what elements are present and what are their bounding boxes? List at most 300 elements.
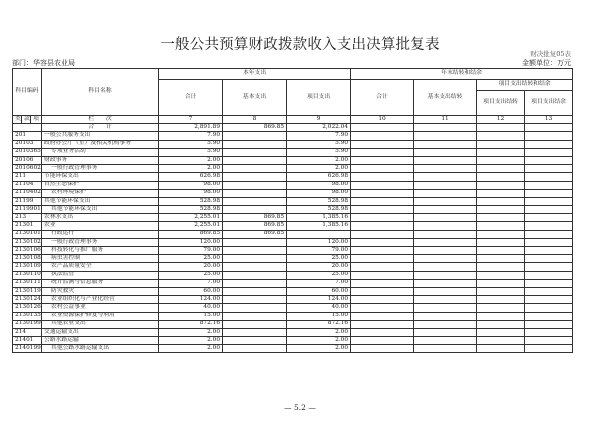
row-name: 农村公益事业 xyxy=(42,304,159,312)
row-end-total xyxy=(351,173,414,181)
row-total: 2.00 xyxy=(159,328,223,336)
row-project: 7.00 xyxy=(287,279,351,287)
row-total: 120.00 xyxy=(159,238,223,246)
row-project: 626.98 xyxy=(287,173,351,181)
row-code: 2130124 xyxy=(13,296,42,304)
table-row xyxy=(13,222,573,230)
row-total: 25.00 xyxy=(159,255,223,263)
total-project: 2,022.04 xyxy=(287,124,351,132)
row-project-carry xyxy=(477,230,525,238)
row-basic xyxy=(223,320,287,328)
row-project: 872.16 xyxy=(287,320,351,328)
row-end-basic xyxy=(414,189,477,197)
row-project-surplus xyxy=(525,197,573,205)
table-row xyxy=(13,165,573,173)
row-basic xyxy=(223,197,287,205)
row-total: 2.00 xyxy=(159,156,223,164)
total-project-surplus xyxy=(525,124,573,132)
row-code: 21104 xyxy=(13,181,42,189)
row-end-total xyxy=(351,197,414,205)
row-basic: 869.85 xyxy=(223,230,287,238)
row-end-basic xyxy=(414,263,477,271)
column-number: 8 xyxy=(223,116,287,124)
page-number: — 5.2 — xyxy=(284,403,316,412)
row-end-total xyxy=(351,287,414,295)
header-project-surplus: 项目支出结余 xyxy=(525,91,573,116)
table-row xyxy=(13,156,573,164)
table-row xyxy=(13,140,573,148)
row-end-total xyxy=(351,247,414,255)
row-basic xyxy=(223,173,287,181)
row-name: 防灾救灾 xyxy=(42,287,159,295)
header-row xyxy=(13,69,573,80)
row-end-total xyxy=(351,263,414,271)
row-basic xyxy=(223,132,287,140)
row-code: 2130102 xyxy=(13,238,42,246)
header-current-year: 本年支出 xyxy=(159,69,351,80)
row-end-basic xyxy=(414,222,477,230)
row-code: 201 xyxy=(13,132,42,140)
row-project-surplus xyxy=(525,312,573,320)
row-end-total xyxy=(351,312,414,320)
row-end-basic xyxy=(414,197,477,205)
row-project-surplus xyxy=(525,296,573,304)
table-row xyxy=(13,271,573,279)
row-project: 20.00 xyxy=(287,263,351,271)
table-row xyxy=(13,206,573,214)
row-project-surplus xyxy=(525,263,573,271)
row-total: 40.00 xyxy=(159,304,223,312)
header-subitem: 项 xyxy=(31,116,42,124)
row-project: 60.00 xyxy=(287,287,351,295)
row-project-surplus xyxy=(525,181,573,189)
column-number-row xyxy=(13,116,573,124)
row-end-total xyxy=(351,296,414,304)
table-row xyxy=(13,230,573,238)
row-project-carry xyxy=(477,296,525,304)
row-basic xyxy=(223,271,287,279)
row-end-total xyxy=(351,222,414,230)
row-name: 其他农业支出 xyxy=(42,320,159,328)
table-row xyxy=(13,312,573,320)
row-end-basic xyxy=(414,148,477,156)
header-total: 合计 xyxy=(159,80,223,116)
header-year-end: 年末结转和结余 xyxy=(351,69,573,80)
row-project-surplus xyxy=(525,173,573,181)
row-total: 528.98 xyxy=(159,206,223,214)
row-total: 5.90 xyxy=(159,148,223,156)
row-end-total xyxy=(351,140,414,148)
row-basic xyxy=(223,345,287,353)
row-end-basic xyxy=(414,165,477,173)
budget-table xyxy=(12,68,573,353)
row-name: 政府办公厅（室）及相关机构事务 xyxy=(42,140,159,148)
row-project-carry xyxy=(477,181,525,189)
row-total: 2.00 xyxy=(159,345,223,353)
row-end-basic xyxy=(414,279,477,287)
row-end-total xyxy=(351,132,414,140)
row-project-carry xyxy=(477,263,525,271)
row-project: 2.00 xyxy=(287,165,351,173)
header-code: 科目编码 xyxy=(13,69,42,116)
row-project: 7.90 xyxy=(287,132,351,140)
row-end-basic xyxy=(414,304,477,312)
table-row xyxy=(13,320,573,328)
row-end-basic xyxy=(414,181,477,189)
row-total: 7.90 xyxy=(159,132,223,140)
row-end-total xyxy=(351,230,414,238)
row-project: 98.00 xyxy=(287,181,351,189)
row-name: 财政事务 xyxy=(42,156,159,164)
row-total: 98.00 xyxy=(159,189,223,197)
row-project: 5.90 xyxy=(287,148,351,156)
row-project-surplus xyxy=(525,165,573,173)
table-row xyxy=(13,173,573,181)
row-project: 2.00 xyxy=(287,156,351,164)
header-end-total: 合计 xyxy=(351,80,414,116)
row-basic: 869.85 xyxy=(223,222,287,230)
row-basic xyxy=(223,312,287,320)
row-end-total xyxy=(351,214,414,222)
row-total: 2,255.01 xyxy=(159,222,223,230)
row-name: 自然生态保护 xyxy=(42,181,159,189)
row-code: 211 xyxy=(13,173,42,181)
row-project-surplus xyxy=(525,230,573,238)
row-basic xyxy=(223,181,287,189)
row-basic xyxy=(223,206,287,214)
row-total: 124.00 xyxy=(159,296,223,304)
row-code: 2010602 xyxy=(13,165,42,173)
department-label: 部门：华容县农业局 xyxy=(12,59,75,67)
row-project-surplus xyxy=(525,255,573,263)
header-project: 项目支出 xyxy=(287,80,351,116)
row-name: 节能环保支出 xyxy=(42,173,159,181)
row-end-total xyxy=(351,181,414,189)
row-name: 农业资源保护修复与利用 xyxy=(42,312,159,320)
header-basic: 基本支出 xyxy=(223,80,287,116)
row-project-carry xyxy=(477,173,525,181)
row-project: 124.00 xyxy=(287,296,351,304)
row-project-carry xyxy=(477,206,525,214)
row-basic xyxy=(223,279,287,287)
header-item: 款 xyxy=(22,116,31,124)
row-project-carry xyxy=(477,345,525,353)
column-number: 7 xyxy=(159,116,223,124)
row-project-surplus xyxy=(525,247,573,255)
row-name: 执法监管 xyxy=(42,271,159,279)
row-code: 2130101 xyxy=(13,230,42,238)
column-number: 13 xyxy=(525,116,573,124)
row-name: 统计监测与信息服务 xyxy=(42,279,159,287)
header-name: 科目名称 xyxy=(42,69,159,116)
row-project-carry xyxy=(477,140,525,148)
total-row xyxy=(13,124,573,132)
row-code: 20103 xyxy=(13,140,42,148)
row-name: 其他公路水路运输支出 xyxy=(42,345,159,353)
row-project-carry xyxy=(477,328,525,336)
row-name: 一般行政管理事务 xyxy=(42,238,159,246)
row-name: 行政运行 xyxy=(42,230,159,238)
table-body xyxy=(13,132,573,353)
header-project-carry: 项目支出结转 xyxy=(477,91,525,116)
row-project: 40.00 xyxy=(287,304,351,312)
row-name: 交通运输支出 xyxy=(42,328,159,336)
column-number: 9 xyxy=(287,116,351,124)
row-code: 2130119 xyxy=(13,287,42,295)
row-end-basic xyxy=(414,206,477,214)
row-end-basic xyxy=(414,328,477,336)
row-end-total xyxy=(351,255,414,263)
row-total: 25.00 xyxy=(159,271,223,279)
row-project-carry xyxy=(477,189,525,197)
row-basic xyxy=(223,296,287,304)
row-project-surplus xyxy=(525,271,573,279)
row-basic xyxy=(223,156,287,164)
row-total: 7.00 xyxy=(159,279,223,287)
row-project-surplus xyxy=(525,287,573,295)
row-project-surplus xyxy=(525,304,573,312)
row-name: 其他节能环保支出 xyxy=(42,206,159,214)
row-end-total xyxy=(351,271,414,279)
row-code: 2130126 xyxy=(13,304,42,312)
row-end-total xyxy=(351,165,414,173)
row-end-basic xyxy=(414,238,477,246)
row-project-carry xyxy=(477,247,525,255)
row-code: 20106 xyxy=(13,156,42,164)
row-total: 626.98 xyxy=(159,173,223,181)
total-project-carry xyxy=(477,124,525,132)
row-end-total xyxy=(351,206,414,214)
row-end-basic xyxy=(414,337,477,345)
row-basic xyxy=(223,165,287,173)
row-basic xyxy=(223,304,287,312)
row-name: 一般行政管理事务 xyxy=(42,165,159,173)
row-end-basic xyxy=(414,132,477,140)
row-project-carry xyxy=(477,214,525,222)
row-project-surplus xyxy=(525,156,573,164)
row-name: 农业 xyxy=(42,222,159,230)
row-basic xyxy=(223,247,287,255)
row-project: 120.00 xyxy=(287,238,351,246)
row-project: 2.00 xyxy=(287,337,351,345)
row-code: 2130109 xyxy=(13,263,42,271)
row-code: 21401 xyxy=(13,337,42,345)
row-code: 213 xyxy=(13,214,42,222)
row-total: 2.00 xyxy=(159,337,223,345)
total-end-total xyxy=(351,124,414,132)
column-number: 11 xyxy=(414,116,477,124)
row-project-carry xyxy=(477,320,525,328)
row-end-basic xyxy=(414,247,477,255)
row-project: 98.00 xyxy=(287,189,351,197)
total-basic: 869.85 xyxy=(223,124,287,132)
row-end-basic xyxy=(414,156,477,164)
row-project: 2.00 xyxy=(287,345,351,353)
row-project-surplus xyxy=(525,328,573,336)
row-end-basic xyxy=(414,173,477,181)
row-end-basic xyxy=(414,230,477,238)
row-project-carry xyxy=(477,238,525,246)
page-title: 一般公共预算财政拨款收入支出决算批复表 xyxy=(160,37,440,53)
total-code-cell xyxy=(13,124,42,132)
row-name: 农村环境保护 xyxy=(42,189,159,197)
row-end-basic xyxy=(414,255,477,263)
row-basic xyxy=(223,287,287,295)
row-basic xyxy=(223,238,287,246)
row-name: 农产品质量安全 xyxy=(42,263,159,271)
row-name: 专项业务活动 xyxy=(42,148,159,156)
row-end-basic xyxy=(414,287,477,295)
row-project-carry xyxy=(477,279,525,287)
row-project-carry xyxy=(477,132,525,140)
row-project: 528.98 xyxy=(287,197,351,205)
row-code: 2130110 xyxy=(13,271,42,279)
row-project-carry xyxy=(477,156,525,164)
table-row xyxy=(13,279,573,287)
table-row xyxy=(13,263,573,271)
row-code: 2130135 xyxy=(13,312,42,320)
row-name: 一般公共服务支出 xyxy=(42,132,159,140)
row-total: 528.98 xyxy=(159,197,223,205)
header-end-basic: 基本支出结转 xyxy=(414,80,477,116)
row-project-carry xyxy=(477,287,525,295)
row-name: 病虫害控制 xyxy=(42,255,159,263)
table-row xyxy=(13,345,573,353)
row-project-surplus xyxy=(525,238,573,246)
row-total: 872.16 xyxy=(159,320,223,328)
table-row xyxy=(13,197,573,205)
row-total: 2,255.01 xyxy=(159,214,223,222)
column-number: 10 xyxy=(351,116,414,124)
row-code: 2010365 xyxy=(13,148,42,156)
row-end-basic xyxy=(414,271,477,279)
row-total: 2.00 xyxy=(159,165,223,173)
row-project-surplus xyxy=(525,214,573,222)
row-project-carry xyxy=(477,148,525,156)
total-amount: 2,891.89 xyxy=(159,124,223,132)
row-code: 2130199 xyxy=(13,320,42,328)
row-code: 2119901 xyxy=(13,206,42,214)
unit-label: 金额单位：万元 xyxy=(522,59,571,67)
table-row xyxy=(13,287,573,295)
row-basic xyxy=(223,255,287,263)
row-project: 1,385.16 xyxy=(287,214,351,222)
table-row xyxy=(13,337,573,345)
row-end-basic xyxy=(414,312,477,320)
row-end-total xyxy=(351,279,414,287)
row-project-carry xyxy=(477,312,525,320)
table-row xyxy=(13,181,573,189)
row-end-basic xyxy=(414,214,477,222)
table-row xyxy=(13,296,573,304)
row-basic xyxy=(223,337,287,345)
row-project-carry xyxy=(477,165,525,173)
header-class: 类 xyxy=(13,116,22,124)
table-row xyxy=(13,247,573,255)
row-name: 农林水支出 xyxy=(42,214,159,222)
row-end-total xyxy=(351,337,414,345)
row-project: 2.00 xyxy=(287,328,351,336)
row-basic xyxy=(223,328,287,336)
row-end-total xyxy=(351,189,414,197)
row-project-surplus xyxy=(525,140,573,148)
row-basic: 869.85 xyxy=(223,214,287,222)
table-row xyxy=(13,255,573,263)
header-column: 栏 次 xyxy=(42,116,159,124)
row-project-carry xyxy=(477,337,525,345)
row-project xyxy=(287,230,351,238)
row-code: 21199 xyxy=(13,197,42,205)
table-row xyxy=(13,132,573,140)
row-total: 79.00 xyxy=(159,247,223,255)
row-basic xyxy=(223,148,287,156)
row-project-carry xyxy=(477,271,525,279)
row-project-surplus xyxy=(525,320,573,328)
table-row xyxy=(13,328,573,336)
row-code: 2110402 xyxy=(13,189,42,197)
row-total: 5.90 xyxy=(159,140,223,148)
total-end-basic xyxy=(414,124,477,132)
row-code: 21301 xyxy=(13,222,42,230)
row-code: 2130111 xyxy=(13,279,42,287)
row-end-total xyxy=(351,345,414,353)
row-project-surplus xyxy=(525,279,573,287)
row-basic xyxy=(223,263,287,271)
row-project-carry xyxy=(477,255,525,263)
table-row xyxy=(13,189,573,197)
row-project-surplus xyxy=(525,206,573,214)
header-project-balance: 项目支出结转和结余 xyxy=(477,80,573,91)
row-project-surplus xyxy=(525,337,573,345)
total-label: 合 计 xyxy=(42,124,159,132)
table-row xyxy=(13,214,573,222)
row-total: 15.00 xyxy=(159,312,223,320)
row-name: 其他节能环保支出 xyxy=(42,197,159,205)
form-code: 财决批复05表 xyxy=(530,50,571,58)
row-total: 98.00 xyxy=(159,181,223,189)
row-total: 60.00 xyxy=(159,287,223,295)
row-project: 25.00 xyxy=(287,271,351,279)
row-name: 科技转化与推广服务 xyxy=(42,247,159,255)
row-project-surplus xyxy=(525,222,573,230)
row-end-total xyxy=(351,238,414,246)
table-row xyxy=(13,238,573,246)
row-end-basic xyxy=(414,140,477,148)
row-project: 5.90 xyxy=(287,140,351,148)
row-end-total xyxy=(351,320,414,328)
row-project-surplus xyxy=(525,132,573,140)
row-total: 869.85 xyxy=(159,230,223,238)
row-project: 15.00 xyxy=(287,312,351,320)
row-end-total xyxy=(351,148,414,156)
table-row xyxy=(13,304,573,312)
row-project-surplus xyxy=(525,189,573,197)
row-code: 2130108 xyxy=(13,255,42,263)
row-project: 25.00 xyxy=(287,255,351,263)
row-project-carry xyxy=(477,222,525,230)
row-end-basic xyxy=(414,345,477,353)
row-code: 2130106 xyxy=(13,247,42,255)
row-project: 79.00 xyxy=(287,247,351,255)
row-end-basic xyxy=(414,296,477,304)
row-project-surplus xyxy=(525,345,573,353)
row-name: 公路水路运输 xyxy=(42,337,159,345)
row-basic xyxy=(223,140,287,148)
row-end-total xyxy=(351,156,414,164)
row-project: 528.98 xyxy=(287,206,351,214)
row-end-basic xyxy=(414,320,477,328)
row-project: 1,385.16 xyxy=(287,222,351,230)
